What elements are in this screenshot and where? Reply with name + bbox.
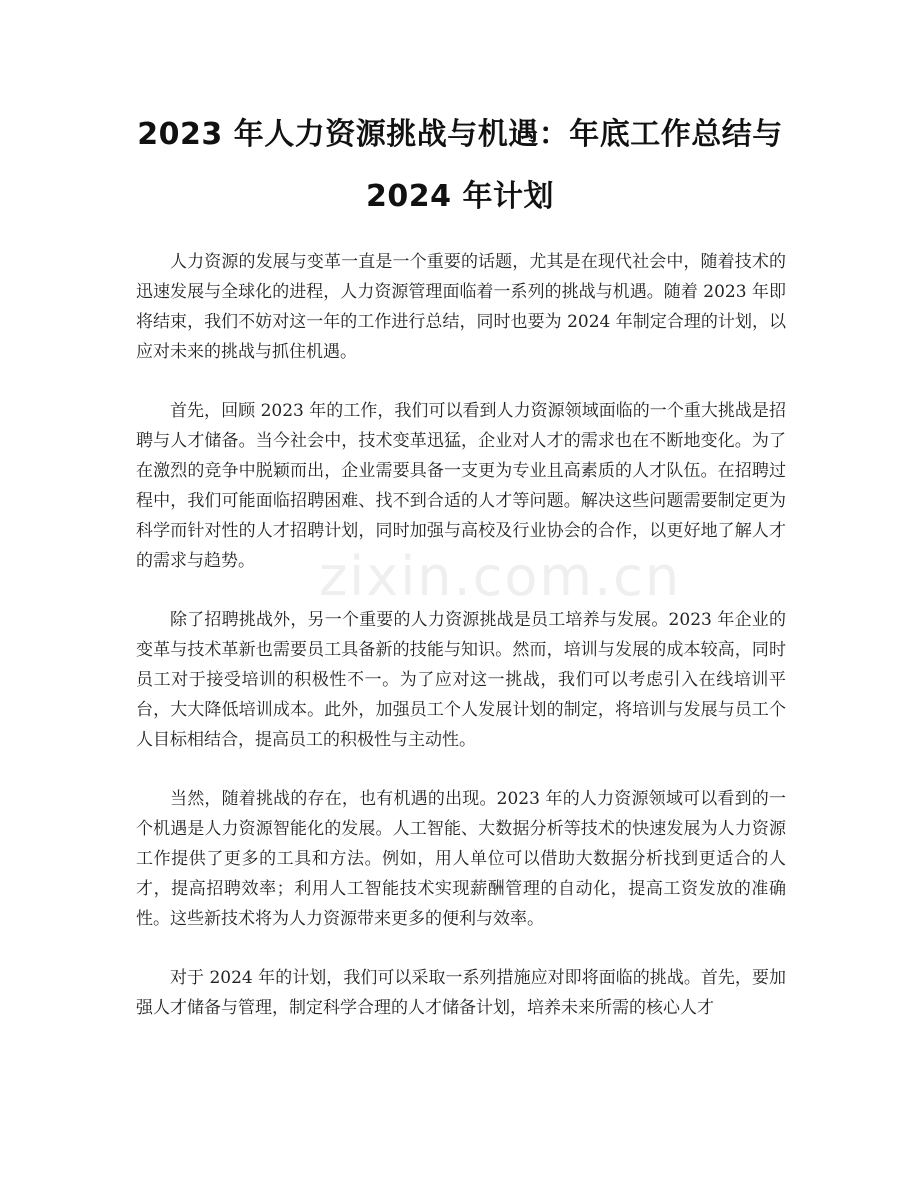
paragraph-intro: 人力资源的发展与变革一直是一个重要的话题，尤其是在现代社会中，随着技术的迅速发展与全球化的进程，人力资源管理面临着一系列的挑战与机遇。随着 2023 年即将结束，我们不妨对这一年的工作进行总结，同时也要为 2024 年制定合理的计划，以应对未来的挑战与抓住机遇。 (136, 252, 786, 362)
paragraph-plan-2024: 对于 2024 年的计划，我们可以采取一系列措施应对即将面临的挑战。首先，要加强人才储备与管理，制定科学合理的人才储备计划，培养未来所需的核心人才 (136, 968, 786, 1018)
paragraph-training: 除了招聘挑战外，另一个重要的人力资源挑战是员工培养与发展。2023 年企业的变革与技术革新也需要员工具备新的技能与知识。然而，培训与发展的成本较高，同时员工对于接受培训的积极性不一。为了应对这一挑战，我们可以考虑引入在线培训平台，大大降低培训成本。此外，加强员工个人发展计划的制定，将培训与发展与员工个人目标相结合，提高员工的积极性与主动性。 (136, 610, 786, 750)
paragraph-opportunity: 当然，随着挑战的存在，也有机遇的出现。2023 年的人力资源领域可以看到的一个机遇是人力资源智能化的发展。人工智能、大数据分析等技术的快速发展为人力资源工作提供了更多的工具和方法。例如，用人单位可以借助大数据分析找到更适合的人才，提高招聘效率；利用人工智能技术实现薪酬管理的自动化，提高工资发放的准确性。这些新技术将为人力资源带来更多的便利与效率。 (136, 789, 786, 929)
document-title: 2023 年人力资源挑战与机遇：年底工作总结与 2024 年计划 (137, 117, 783, 214)
paragraph-recruitment: 首先，回顾 2023 年的工作，我们可以看到人力资源领域面临的一个重大挑战是招聘与人才储备。当今社会中，技术变革迅猛，企业对人才的需求也在不断地变化。为了在激烈的竞争中脱颖而出，企业需要具备一支更为专业且高素质的人才队伍。在招聘过程中，我们可能面临招聘困难、找不到合适的人才等问题。解决这些问题需要制定更为科学而针对性的人才招聘计划，同时加强与高校及行业协会的合作，以更好地了解人才的需求与趋势。 (136, 401, 786, 571)
document-body (136, 247, 786, 1052)
watermark: zixin.com.cn (318, 545, 682, 608)
